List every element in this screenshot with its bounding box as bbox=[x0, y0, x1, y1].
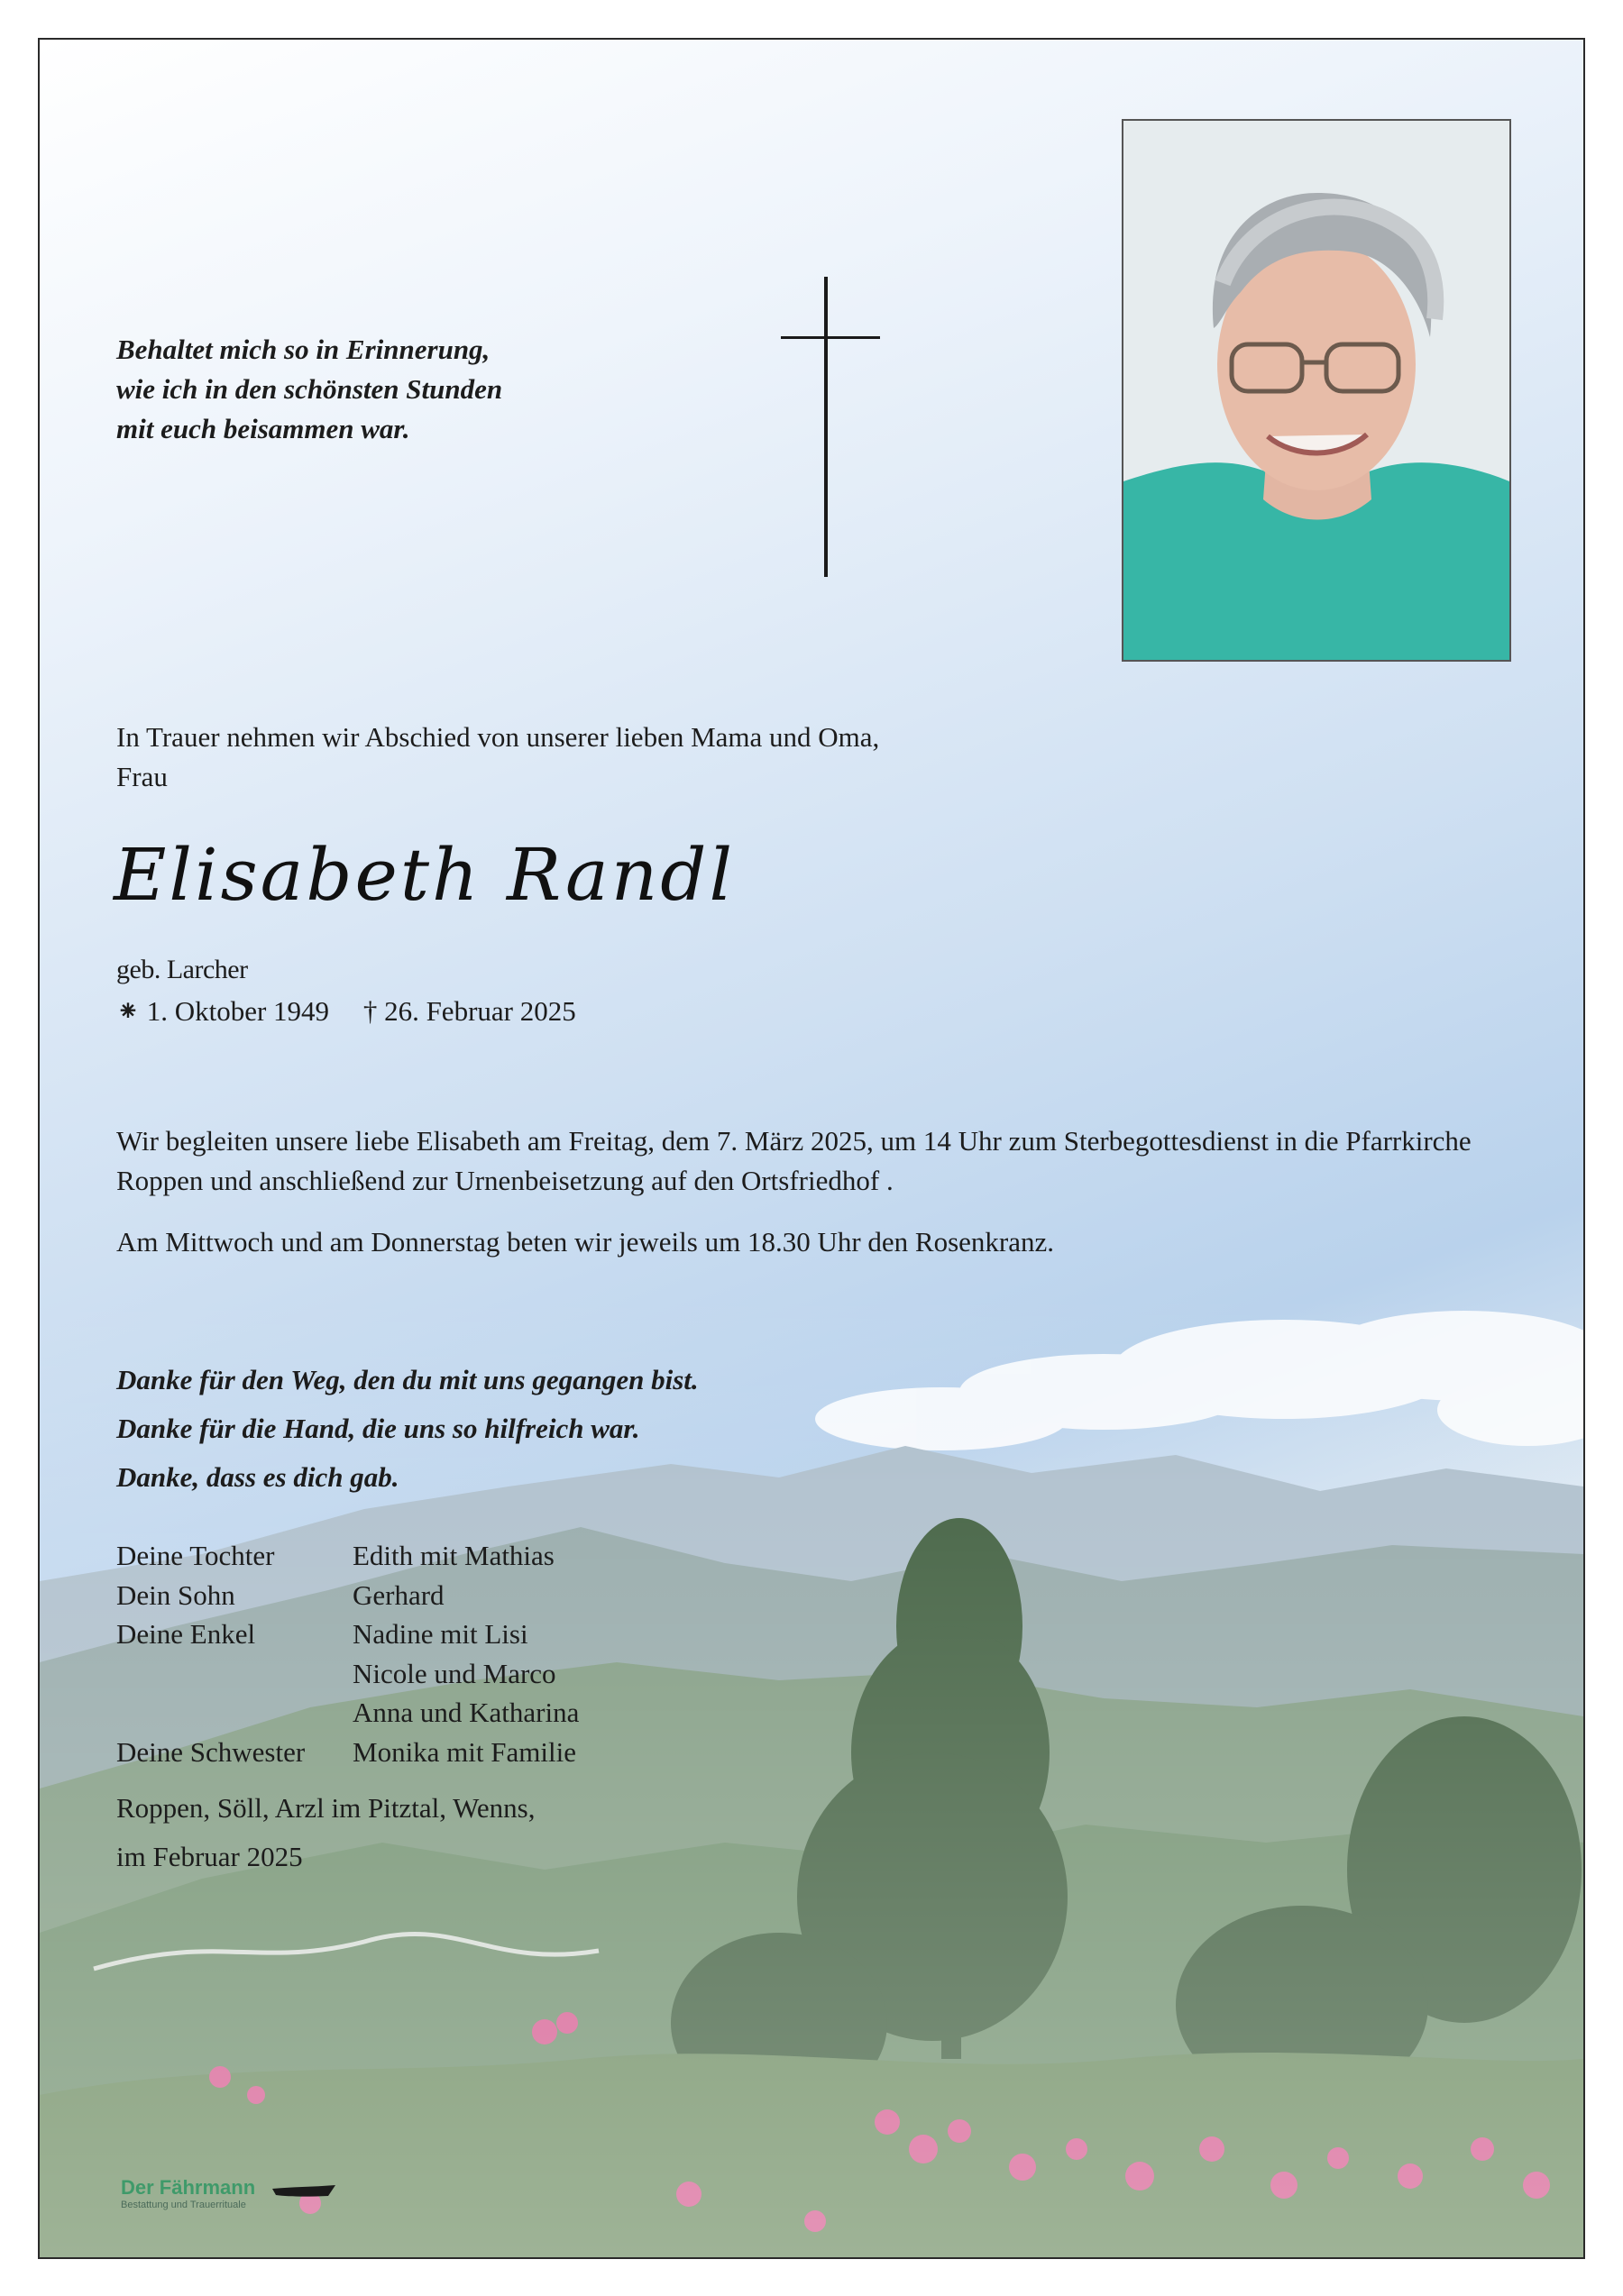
memorial-quote-line: mit euch beisammen war. bbox=[116, 413, 410, 444]
mourner-row bbox=[116, 1536, 579, 1576]
obituary-card bbox=[38, 38, 1585, 2259]
intro-line: In Trauer nehmen wir Abschied von unserer lieben Mama und Oma, bbox=[116, 721, 880, 753]
birth-name: geb. Larcher bbox=[116, 955, 248, 984]
mourner-names: Monika mit Familie bbox=[353, 1735, 576, 1768]
thanks-line: Danke für den Weg, den du mit uns gegangen bist. bbox=[116, 1364, 699, 1395]
birth-date: ⁕ 1. Oktober 1949 bbox=[116, 995, 330, 1027]
mourner-relation: Deine Schwester bbox=[116, 1735, 306, 1768]
rosary-details: Am Mittwoch und am Donnerstag beten wir jeweils um 18.30 Uhr den Rosenkranz. bbox=[116, 1226, 1055, 1258]
mourner-names: Edith mit Mathias bbox=[353, 1540, 555, 1571]
mourners-list bbox=[116, 1536, 579, 1771]
mourner-names: Nicole und Marco bbox=[353, 1657, 556, 1689]
mourner-names: Nadine mit Lisi bbox=[353, 1618, 528, 1650]
mourner-relation bbox=[116, 1693, 353, 1733]
death-date: † 26. Februar 2025 bbox=[362, 995, 576, 1027]
mourner-row bbox=[116, 1615, 579, 1654]
funeral-home-logo bbox=[121, 2176, 255, 2210]
mourner-row bbox=[116, 1733, 579, 1772]
date-line: im Februar 2025 bbox=[116, 1841, 303, 1872]
mourner-names: Anna und Katharina bbox=[353, 1697, 580, 1728]
thanks-line: Danke für die Hand, die uns so hilfreich war. bbox=[116, 1413, 640, 1444]
mourner-row bbox=[116, 1654, 579, 1694]
mourner-relation: Deine Tochter bbox=[116, 1540, 275, 1571]
portrait-photo bbox=[1122, 119, 1511, 662]
mourner-row bbox=[116, 1693, 579, 1733]
mourner-relation bbox=[116, 1654, 353, 1694]
thanks-line: Danke, dass es dich gab. bbox=[116, 1461, 399, 1493]
mourner-relation: Deine Enkel bbox=[116, 1618, 256, 1650]
cross-icon bbox=[824, 277, 828, 577]
boat-icon bbox=[272, 2185, 335, 2198]
mourner-names: Gerhard bbox=[353, 1578, 445, 1611]
memorial-quote bbox=[116, 330, 502, 449]
funeral-details: Wir begleiten unsere liebe Elisabeth am Freitag, dem 7. März 2025, um 14 Uhr zum Sterbegottesdienst in die Pfarrkirche Roppen und anschließend zur Urnenbeisetzung auf den Ortsfriedhof . bbox=[116, 1125, 1472, 1196]
memorial-quote-line: wie ich in den schönsten Stunden bbox=[116, 373, 503, 405]
cross-icon-bar bbox=[781, 336, 880, 339]
thanks-verse bbox=[116, 1356, 699, 1502]
place-and-date bbox=[116, 1784, 536, 1881]
logo-tagline: Bestattung und Trauerrituale bbox=[121, 2200, 246, 2210]
life-dates bbox=[116, 995, 576, 1028]
intro-salutation: Frau bbox=[116, 761, 168, 792]
memorial-quote-line: Behaltet mich so in Erinnerung, bbox=[116, 334, 491, 365]
place-line: Roppen, Söll, Arzl im Pitztal, Wenns, bbox=[116, 1792, 536, 1824]
mourner-row bbox=[116, 1576, 579, 1615]
deceased-name: Elisabeth Randl bbox=[114, 833, 736, 917]
logo-brand: Der Fährmann bbox=[121, 2176, 256, 2199]
announcement-intro bbox=[116, 718, 879, 797]
mourner-relation: Dein Sohn bbox=[116, 1578, 235, 1611]
